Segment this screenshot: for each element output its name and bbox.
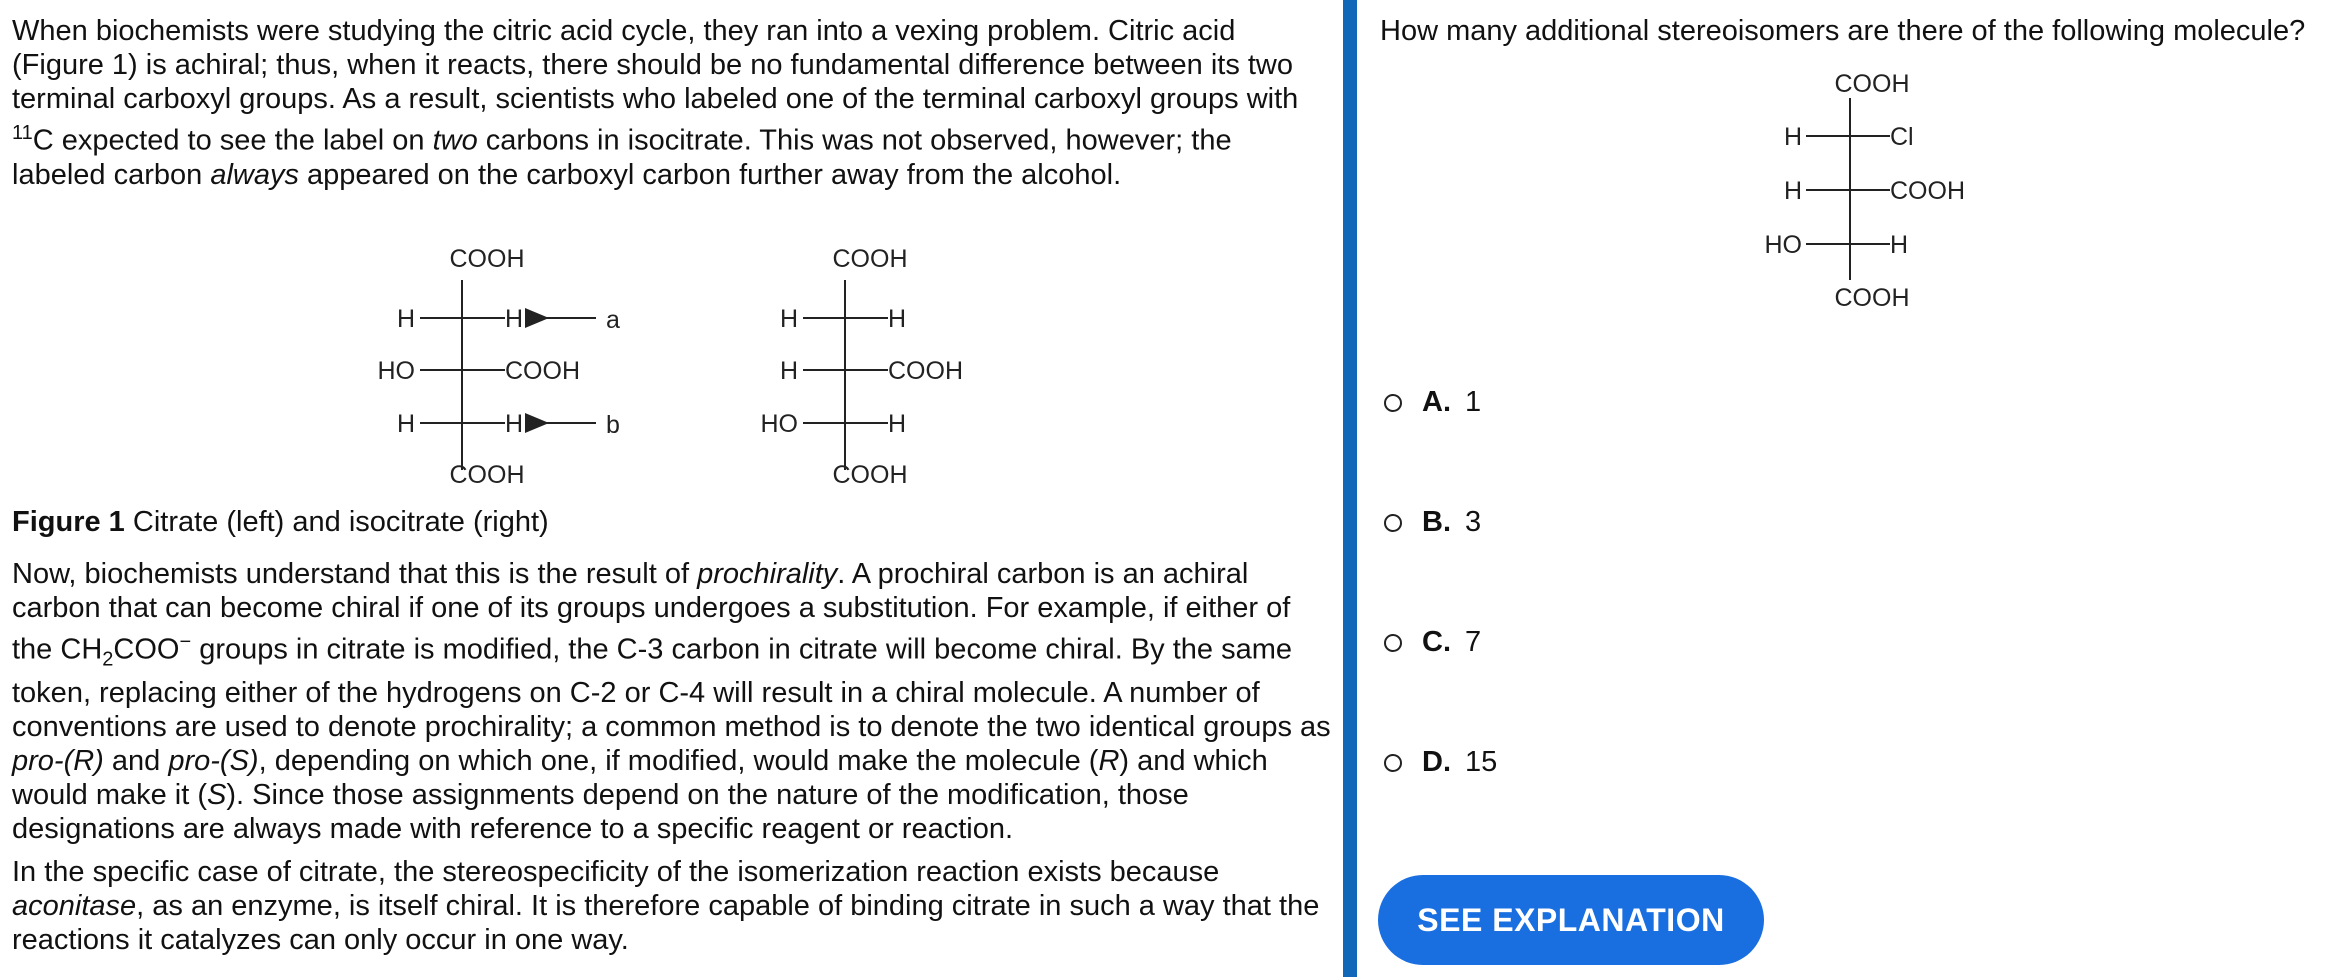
passage-text: . A prochiral carbon is an achiral carbon that can become chiral if one of its groups undergoes a substitution. For example, if either of the CH — [12, 558, 1291, 666]
emphasis-text: R — [1098, 745, 1120, 778]
isocitrate-top-group: COOH — [832, 245, 908, 273]
passage-text: ). Since those assignments depend on the nature of the modification, those designations are always made with reference to a specific reagent or reaction. — [12, 779, 1189, 846]
superscript: − — [179, 631, 192, 653]
see-explanation-button[interactable]: SEE EXPLANATION — [1378, 875, 1764, 965]
figure-caption-label: Figure 1 — [12, 506, 125, 538]
arrow-label-b: b — [606, 411, 620, 439]
passage-text: When biochemists were studying the citric acid cycle, they ran into a vexing problem. Citric acid (Figure 1) is achiral; thus, when it reacts, there should be no fundamental difference between its two terminal carboxyl groups. As a result, scientists who labeled one of the terminal carboxyl groups with — [12, 15, 1299, 115]
answer-choice-b[interactable] — [1384, 506, 1481, 539]
question-top-group: COOH — [1834, 70, 1910, 98]
isocitrate-bottom-group: COOH — [832, 461, 908, 489]
arrow-label-a: a — [606, 306, 620, 334]
passage-text: appeared on the carboxyl carbon further away from the alcohol. — [298, 158, 1122, 191]
emphasis-text: S — [207, 779, 227, 812]
isocitrate-r1-right: H — [888, 305, 907, 333]
question-r3-left: HO — [1764, 231, 1802, 259]
question-r1-right: Cl — [1890, 123, 1914, 151]
radio-button[interactable] — [1384, 754, 1402, 772]
passage-paragraph-2 — [12, 557, 1332, 846]
choice-letter: D. — [1422, 746, 1451, 778]
passage-text: ) and which would make it ( — [12, 745, 1268, 812]
answer-choice-d[interactable] — [1384, 746, 1497, 779]
figure-1 — [0, 230, 1340, 500]
figure-caption — [12, 505, 549, 539]
citrate-r1-left: H — [396, 305, 415, 333]
choice-letter: A. — [1422, 386, 1451, 418]
isocitrate-r1-left: H — [779, 305, 798, 333]
question-r3-right: H — [1890, 231, 1909, 259]
passage-text: , as an enzyme, is itself chiral. It is therefore capable of binding citrate in such a way that the reactions it catalyzes can only occur in one way. — [12, 890, 1320, 956]
citrate-r2-right: COOH — [505, 357, 580, 385]
passage-text: Now, biochemists understand that this is the result of — [12, 558, 698, 590]
emphasis-text: aconitase — [12, 890, 137, 922]
answer-choice-a[interactable] — [1384, 386, 1481, 419]
radio-button[interactable] — [1384, 634, 1402, 652]
answer-choice-c[interactable] — [1384, 626, 1481, 659]
emphasis-text: pro-(R) — [12, 745, 104, 778]
question-r1-left: H — [1783, 123, 1802, 151]
panel-divider — [1343, 0, 1357, 977]
emphasis-text: prochirality — [697, 558, 838, 590]
isocitrate-r2-left: H — [779, 357, 798, 385]
passage-text: , depending on which one, if modified, would make the molecule ( — [258, 745, 1099, 778]
passage-text: COO — [113, 633, 180, 666]
passage-text: C expected to see the label on — [32, 124, 433, 157]
passage-text: groups in citrate is modified, the C-3 carbon in citrate will become chiral. By the same token, replacing either of the hydrogens on C-2 or C-4 will result in a chiral molecule. A number of conventions are used to denote prochirality; a common method is to denote the two identical groups as — [12, 633, 1331, 744]
figure-caption-text: Citrate (left) and isocitrate (right) — [124, 506, 549, 538]
radio-button[interactable] — [1384, 394, 1402, 412]
fischer-projections — [0, 230, 1340, 500]
isocitrate-r2-right: COOH — [888, 357, 963, 385]
choice-value: 1 — [1465, 386, 1482, 418]
question-r2-left: H — [1783, 177, 1802, 205]
question-molecule — [1740, 68, 2000, 318]
passage — [12, 14, 1332, 224]
passage-text: carbons in isocitrate. This was not observed, however; the labeled carbon — [12, 124, 1232, 191]
choice-value: 15 — [1465, 746, 1498, 778]
passage-text: and — [103, 745, 169, 778]
question-text: How many additional stereoisomers are there of the following molecule? — [1380, 15, 2306, 47]
choice-value: 7 — [1465, 626, 1482, 658]
isocitrate-structure — [761, 245, 964, 489]
passage-paragraph-1 — [12, 14, 1332, 224]
isocitrate-r3-left: HO — [760, 410, 798, 438]
citrate-r3-left: H — [396, 410, 415, 438]
citrate-structure — [378, 245, 621, 489]
passage-text: In the specific case of citrate, the stereospecificity of the isomerization reaction exists because — [12, 856, 1220, 888]
emphasis-text: always — [210, 158, 299, 191]
subscript: 2 — [102, 648, 114, 671]
citrate-r2-left: HO — [377, 357, 415, 385]
emphasis-text: two — [432, 124, 478, 157]
passage-paragraph-3 — [12, 855, 1332, 957]
citrate-r3-right: H — [505, 410, 524, 438]
citrate-r1-right: H — [505, 305, 524, 333]
isotope-superscript: 11 — [12, 122, 33, 144]
radio-button[interactable] — [1384, 514, 1402, 532]
emphasis-text: pro-(S) — [168, 745, 259, 778]
choice-letter: C. — [1422, 626, 1451, 658]
citrate-bottom-group: COOH — [449, 461, 525, 489]
question-bottom-group: COOH — [1834, 284, 1910, 312]
choice-value: 3 — [1465, 506, 1482, 538]
isocitrate-r3-right: H — [888, 410, 907, 438]
question-fischer-projection — [1740, 68, 2000, 318]
citrate-top-group: COOH — [449, 245, 525, 273]
question-r2-right: COOH — [1890, 177, 1965, 205]
choice-letter: B. — [1422, 506, 1451, 538]
